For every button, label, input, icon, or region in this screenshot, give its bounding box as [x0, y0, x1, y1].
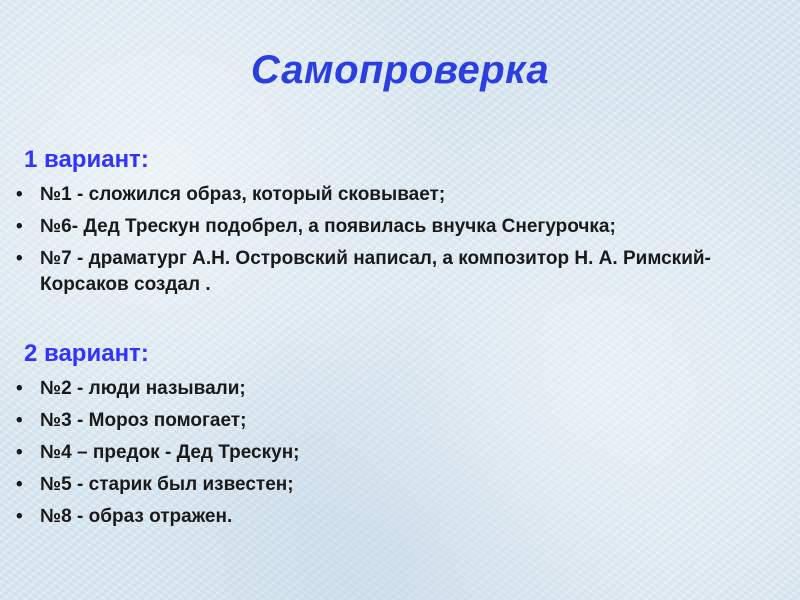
list-item: [14, 246, 784, 298]
variant-2-heading: 2 вариант:: [24, 340, 149, 367]
bullet-icon: •: [16, 442, 23, 463]
bullet-icon: •: [16, 378, 23, 399]
list-item: [14, 504, 784, 530]
bullet-icon: •: [16, 474, 23, 495]
bullet-icon: •: [16, 506, 23, 527]
list-item: [14, 472, 784, 498]
list-item: [14, 408, 784, 434]
item-text: №1 - сложился образ, который сковывает;: [40, 184, 446, 205]
item-text: №4 – предок - Дед Трескун;: [40, 442, 300, 463]
item-text: №5 - старик был известен;: [40, 474, 294, 495]
list-item: [14, 376, 784, 402]
variant-1-heading: 1 вариант:: [24, 146, 149, 173]
bullet-icon: •: [16, 410, 23, 431]
bullet-icon: •: [16, 184, 23, 205]
slide-title: Самопроверка: [250, 48, 550, 92]
list-item: [14, 214, 784, 240]
list-item: [14, 182, 784, 208]
item-text: №2 - люди называли;: [40, 378, 246, 399]
bullet-icon: •: [16, 216, 23, 237]
item-text: №3 - Мороз помогает;: [40, 410, 247, 431]
item-text: №8 - образ отражен.: [40, 506, 233, 527]
variant-1-list: [14, 182, 784, 304]
list-item: [14, 440, 784, 466]
item-text: №7 - драматург А.Н. Островский написал, а композитор Н. А. Римский-Корсаков создал .: [40, 248, 711, 295]
bullet-icon: •: [16, 248, 23, 269]
item-text: №6- Дед Трескун подобрел, а появилась внучка Снегурочка;: [40, 216, 616, 237]
variant-2-list: [14, 376, 784, 536]
